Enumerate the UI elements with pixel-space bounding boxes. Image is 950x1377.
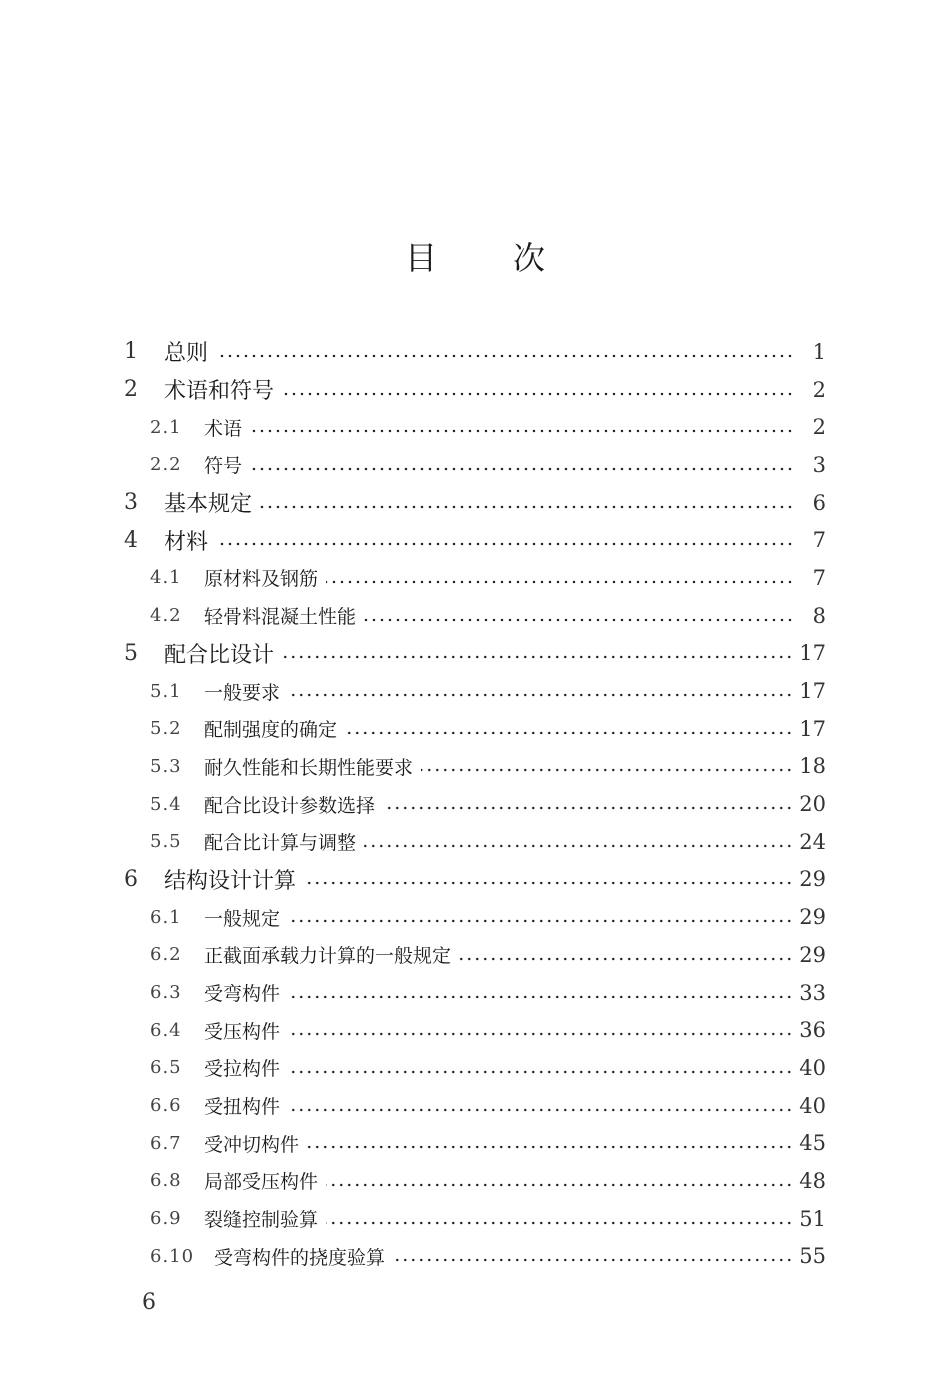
toc-entry[interactable]: [0, 333, 950, 371]
toc-page-number: 29: [799, 942, 826, 967]
toc-section-number: 1: [124, 339, 138, 365]
toc-entry[interactable]: [0, 898, 950, 936]
toc-page-number: 29: [799, 905, 826, 930]
dot-leader: [393, 1258, 793, 1262]
toc-section-number: 6: [124, 866, 138, 892]
toc-page-number: 7: [812, 528, 826, 553]
dot-leader: [260, 505, 794, 509]
dot-leader: [288, 919, 793, 923]
toc-section-title: 局部受压构件: [204, 1171, 319, 1194]
page-title: 目次: [404, 239, 621, 277]
toc-page-number: 1: [812, 339, 826, 364]
dot-leader: [345, 731, 793, 735]
dot-leader: [326, 1183, 793, 1187]
dot-leader: [288, 995, 793, 999]
toc-entry[interactable]: [0, 1049, 950, 1087]
toc-page-number: 29: [799, 867, 826, 892]
toc-section-title: 总则: [164, 341, 209, 367]
toc-entry[interactable]: [0, 408, 950, 446]
dot-leader: [304, 881, 793, 885]
dot-leader: [459, 957, 793, 961]
toc-page-number: 3: [812, 452, 826, 477]
toc-section-number: 4: [124, 527, 138, 553]
toc-entry[interactable]: [0, 371, 950, 409]
toc-entry[interactable]: [0, 446, 950, 484]
toc-section-number: 6.8: [150, 1170, 182, 1192]
toc-page-number: 40: [799, 1055, 826, 1080]
dot-leader: [288, 693, 793, 697]
dot-leader: [288, 1032, 793, 1036]
toc-section-title: 术语和符号: [164, 379, 275, 405]
toc-page-number: 2: [812, 415, 826, 440]
toc-section-number: 6.6: [150, 1095, 182, 1117]
dot-leader: [364, 618, 794, 622]
dot-leader: [288, 1108, 793, 1112]
toc-section-title: 一般要求: [204, 681, 281, 704]
toc-section-number: 6.10: [150, 1245, 195, 1267]
toc-entry[interactable]: [0, 1011, 950, 1049]
dot-leader: [383, 806, 793, 810]
toc-entry[interactable]: [0, 672, 950, 710]
toc-section-number: 6.2: [150, 944, 182, 966]
toc-section-number: 5: [124, 640, 138, 666]
toc-section-title: 配制强度的确定: [204, 719, 338, 742]
toc-section-title: 受冲切构件: [204, 1133, 300, 1156]
toc-entry[interactable]: [0, 1238, 950, 1276]
toc-entry[interactable]: [0, 748, 950, 786]
toc-section-title: 耐久性能和长期性能要求: [204, 756, 414, 779]
toc-entry[interactable]: [0, 1200, 950, 1238]
toc-section-number: 4.2: [150, 605, 182, 627]
toc-section-number: 2.1: [150, 416, 182, 438]
dot-leader: [250, 467, 794, 471]
toc-page-number: 17: [799, 679, 826, 704]
toc-section-title: 符号: [204, 455, 243, 478]
toc-section-number: 2.2: [150, 454, 182, 476]
toc-section-number: 5.4: [150, 793, 182, 815]
toc-page-number: 51: [799, 1206, 826, 1231]
dot-leader: [282, 655, 793, 659]
toc-page-number: 48: [799, 1168, 826, 1193]
toc-section-title: 结构设计计算: [164, 868, 297, 894]
toc-section-number: 6.1: [150, 906, 182, 928]
toc-page-number: 20: [799, 792, 826, 817]
toc-page-number: 6: [812, 490, 826, 515]
toc-section-number: 6.9: [150, 1208, 182, 1230]
toc-page-number: 8: [812, 603, 826, 628]
toc-section-title: 受扭构件: [204, 1096, 281, 1119]
toc-section-number: 6.7: [150, 1132, 182, 1154]
toc-page-number: 2: [812, 377, 826, 402]
dot-leader: [216, 542, 794, 546]
dot-leader: [326, 1221, 793, 1225]
toc-section-title: 配合比设计: [164, 642, 275, 668]
toc-section-title: 配合比设计参数选择: [204, 794, 376, 817]
toc-section-title: 一般规定: [204, 907, 281, 930]
dot-leader: [216, 354, 794, 358]
toc-entry[interactable]: [0, 1087, 950, 1125]
toc-section-title: 基本规定: [164, 492, 253, 518]
toc-page-number: 17: [799, 716, 826, 741]
toc-entry[interactable]: [0, 1124, 950, 1162]
toc-section-number: 6.5: [150, 1057, 182, 1079]
toc-section-number: 4.1: [150, 567, 182, 589]
dot-leader: [250, 429, 794, 433]
toc-entry[interactable]: [0, 484, 950, 522]
dot-leader: [421, 768, 793, 772]
toc-section-title: 原材料及钢筋: [204, 568, 319, 591]
toc-entry[interactable]: [0, 521, 950, 559]
toc-entry[interactable]: [0, 559, 950, 597]
dot-leader: [364, 844, 793, 848]
toc-page-number: 36: [799, 1018, 826, 1043]
toc-section-title: 受压构件: [204, 1020, 281, 1043]
toc-section-title: 受弯构件的挠度验算: [214, 1246, 386, 1269]
toc-section-title: 裂缝控制验算: [204, 1209, 319, 1232]
toc-entry[interactable]: [0, 635, 950, 673]
toc-entry[interactable]: [0, 1162, 950, 1200]
toc-section-number: 6.4: [150, 1019, 182, 1041]
toc-section-title: 受拉构件: [204, 1058, 281, 1081]
dot-leader: [282, 392, 794, 396]
toc-page-number: 33: [799, 980, 826, 1005]
toc-entry[interactable]: [0, 597, 950, 635]
toc-page-number: 18: [799, 754, 826, 779]
toc-section-title: 术语: [204, 417, 243, 440]
toc-section-number: 5.2: [150, 718, 182, 740]
toc-section-title: 材料: [164, 529, 209, 555]
dot-leader: [307, 1145, 793, 1149]
toc-entry[interactable]: [0, 974, 950, 1012]
toc-entry[interactable]: [0, 936, 950, 974]
toc-section-number: 6.3: [150, 982, 182, 1004]
toc-section-number: 3: [124, 490, 138, 516]
toc-page-number: 40: [799, 1093, 826, 1118]
toc-section-title: 配合比计算与调整: [204, 832, 357, 855]
toc-entry[interactable]: [0, 785, 950, 823]
toc-entry[interactable]: [0, 710, 950, 748]
toc-section-number: 5.3: [150, 755, 182, 777]
toc-page-number: 17: [799, 641, 826, 666]
dot-leader: [326, 580, 794, 584]
toc-section-number: 2: [124, 377, 138, 403]
toc-section-title: 受弯构件: [204, 983, 281, 1006]
page-number: 6: [142, 1290, 156, 1315]
toc-page-number: 24: [799, 829, 826, 854]
toc-page-number: 55: [799, 1244, 826, 1269]
toc-entry[interactable]: [0, 823, 950, 861]
toc-entry[interactable]: [0, 861, 950, 899]
toc-section-number: 5.1: [150, 680, 182, 702]
toc-page-number: 45: [799, 1131, 826, 1156]
toc-section-title: 轻骨料混凝土性能: [204, 606, 357, 629]
toc-section-title: 正截面承载力计算的一般规定: [204, 945, 452, 968]
toc-page-number: 7: [812, 565, 826, 590]
dot-leader: [288, 1070, 793, 1074]
table-of-contents: [0, 333, 950, 1275]
toc-section-number: 5.5: [150, 831, 182, 853]
